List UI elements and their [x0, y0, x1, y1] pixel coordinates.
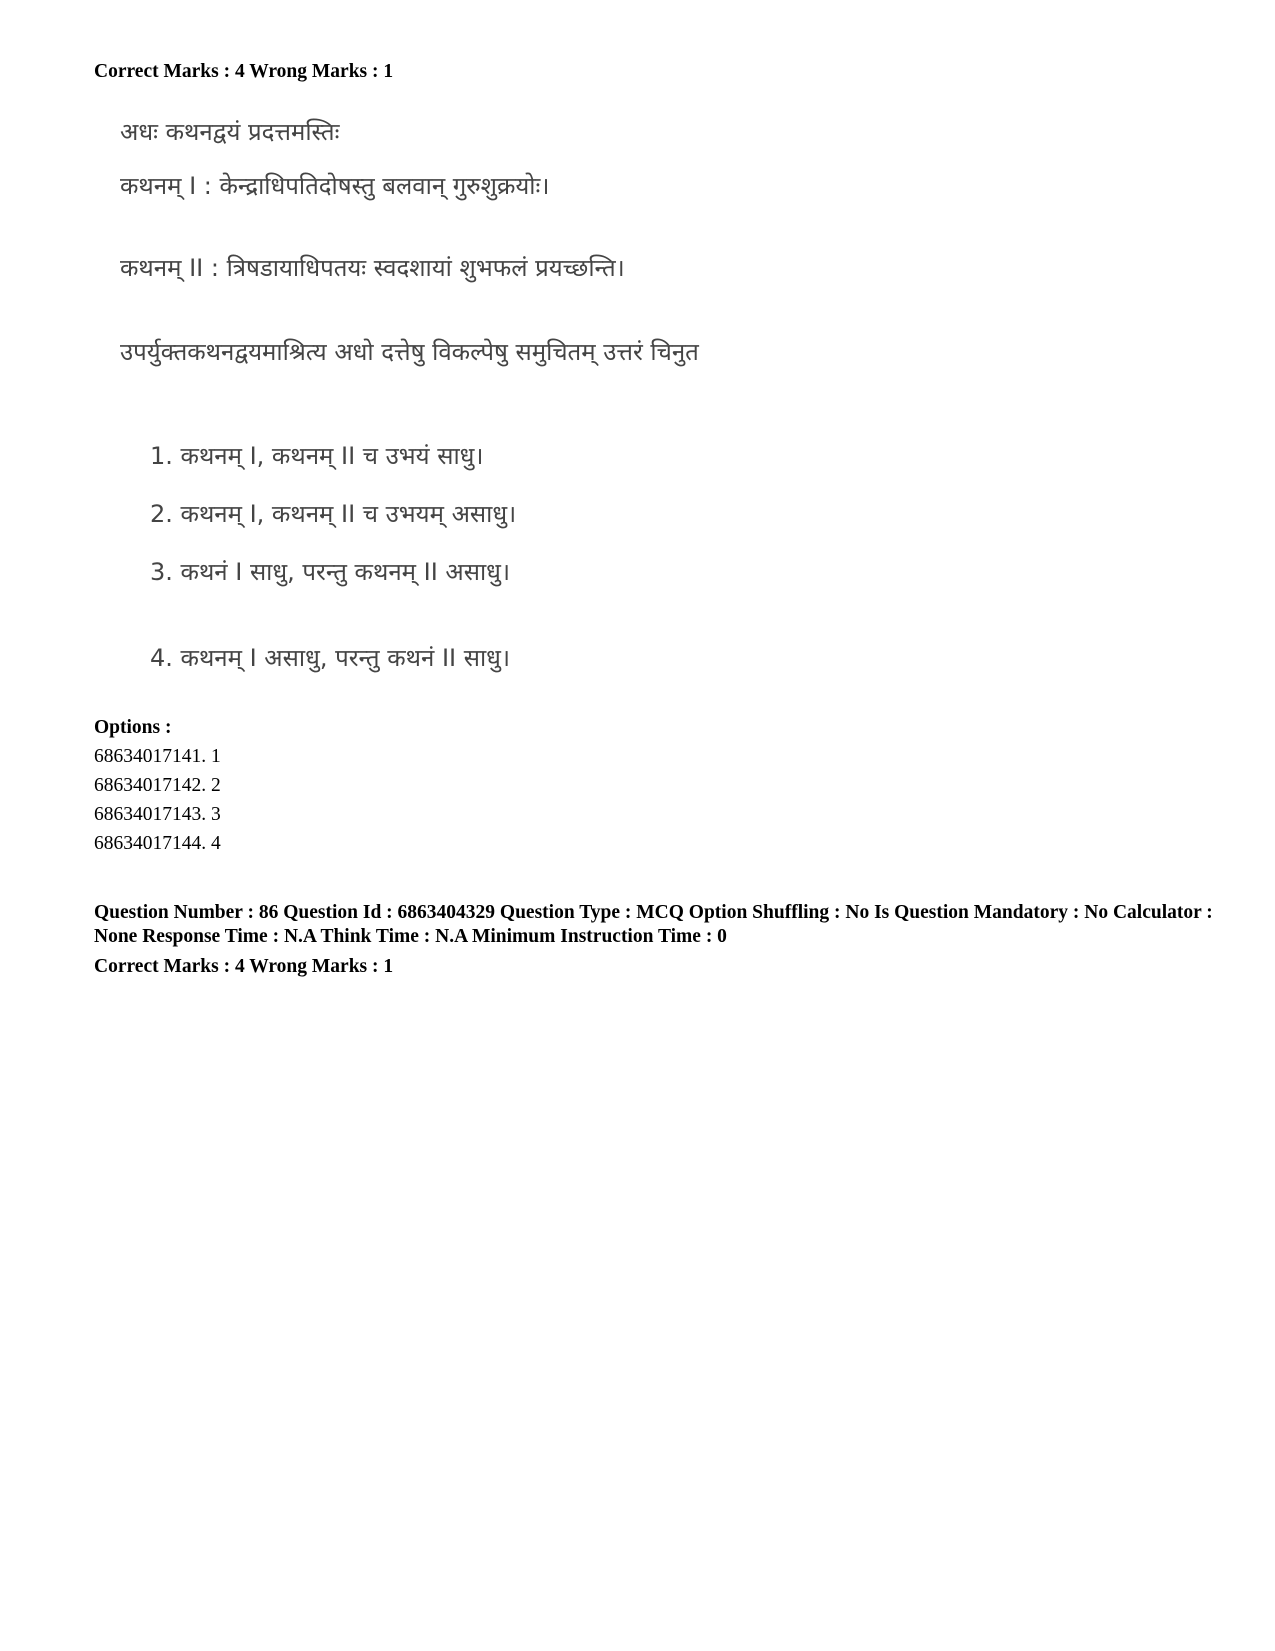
question-instruction: उपर्युक्तकथनद्वयमाश्रित्य अधो दत्तेषु विकल्पेषु समुचितम् उत्तरं चिनुत	[120, 338, 699, 366]
option-item: 68634017141. 1	[94, 746, 221, 767]
choice-3: 3. कथनं I साधु, परन्तु कथनम् II असाधु।	[150, 558, 511, 586]
next-question-meta: Question Number : 86 Question Id : 6863404329 Question Type : MCQ Option Shuffling : No Is Question Mandatory : No Calculator : None Response Time : N.A Think Time : N.A Minimum Instruction Time : 0	[94, 902, 1213, 947]
correct-wrong-marks: Correct Marks : 4 Wrong Marks : 1	[94, 61, 394, 82]
next-question-marks: Correct Marks : 4 Wrong Marks : 1	[94, 956, 394, 977]
choice-1: 1. कथनम् I, कथनम् II च उभयं साधु।	[150, 442, 484, 470]
choice-4: 4. कथनम् I असाधु, परन्तु कथनं II साधु।	[150, 644, 511, 672]
choice-2: 2. कथनम् I, कथनम् II च उभयम् असाधु।	[150, 500, 517, 528]
options-label: Options :	[94, 717, 172, 738]
statement-2: कथनम् II : त्रिषडायाधिपतयः स्वदशायां शुभफलं प्रयच्छन्ति।	[120, 254, 625, 282]
question-intro: अधः कथनद्वयं प्रदत्तमस्तिः	[120, 118, 340, 146]
option-item: 68634017144. 4	[94, 833, 221, 854]
statement-1: कथनम् I : केन्द्राधिपतिदोषस्तु बलवान् गुरुशुक्रयोः।	[120, 172, 550, 200]
question-image	[94, 98, 774, 698]
option-item: 68634017143. 3	[94, 804, 221, 825]
option-item: 68634017142. 2	[94, 775, 221, 796]
